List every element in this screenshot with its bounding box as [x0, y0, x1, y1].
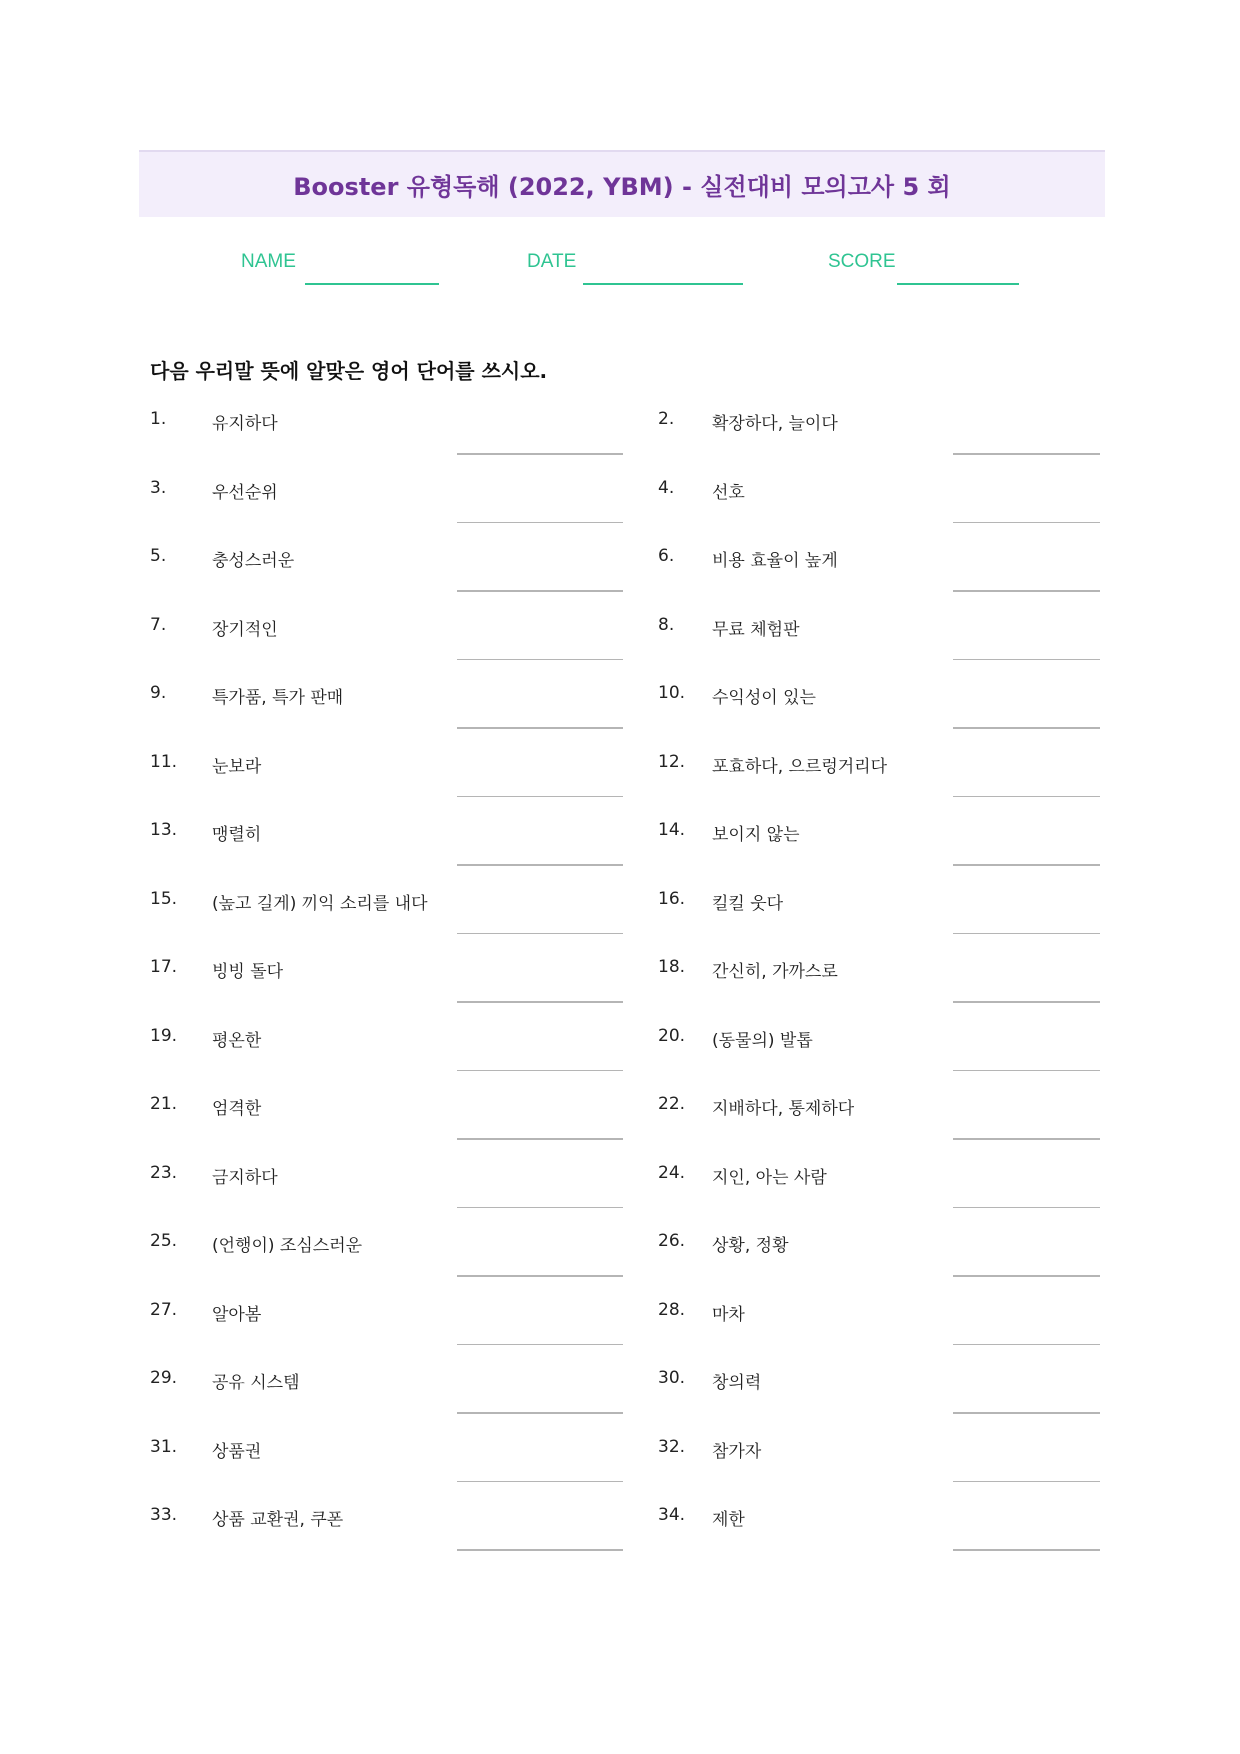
item-number: 29.: [150, 1368, 178, 1388]
item-meaning: (동물의) 발톱: [712, 1030, 813, 1051]
item-meaning: 상품권: [212, 1441, 262, 1462]
list-item: [150, 1437, 623, 1477]
answer-field[interactable]: [457, 453, 623, 455]
list-item: [150, 1094, 623, 1134]
item-number: 8.: [658, 614, 675, 635]
item-number: 13.: [150, 820, 178, 840]
date-field[interactable]: [583, 283, 743, 285]
item-number: 11.: [150, 751, 178, 772]
list-item: [150, 409, 623, 449]
answer-field[interactable]: [457, 1549, 623, 1551]
item-meaning: 킬킬 웃다: [712, 893, 784, 914]
list-item: [658, 752, 1100, 792]
answer-field[interactable]: [457, 1275, 623, 1277]
item-meaning: 장기적인: [212, 619, 278, 640]
item-meaning: 선호: [712, 482, 745, 503]
list-item: [150, 820, 623, 860]
list-item: [658, 1026, 1100, 1066]
answer-field[interactable]: [953, 727, 1100, 729]
list-item: [658, 1437, 1100, 1477]
item-meaning: 엄격한: [212, 1099, 262, 1119]
item-number: 34.: [658, 1505, 686, 1525]
item-number: 15.: [150, 888, 178, 909]
answer-field[interactable]: [953, 796, 1100, 798]
answer-field[interactable]: [953, 1412, 1100, 1414]
answer-field[interactable]: [953, 864, 1100, 866]
answer-field[interactable]: [457, 1207, 623, 1209]
list-item: [658, 615, 1100, 655]
item-meaning: 제한: [712, 1510, 745, 1530]
item-number: 17.: [150, 957, 178, 977]
list-item: [150, 1231, 623, 1271]
item-number: 31.: [150, 1436, 178, 1457]
answer-field[interactable]: [953, 1344, 1100, 1346]
item-number: 10.: [658, 683, 686, 703]
answer-field[interactable]: [953, 590, 1100, 592]
item-meaning: 공유 시스템: [212, 1373, 300, 1393]
item-number: 18.: [658, 957, 686, 977]
answer-field[interactable]: [953, 1001, 1100, 1003]
list-item: [658, 1368, 1100, 1408]
item-meaning: 유지하다: [212, 414, 278, 434]
item-number: 25.: [150, 1231, 178, 1251]
item-meaning: (높고 길게) 끼익 소리를 내다: [212, 893, 428, 914]
item-number: 33.: [150, 1505, 178, 1525]
item-meaning: 특가품, 특가 판매: [212, 688, 344, 708]
item-meaning: 창의력: [712, 1373, 762, 1393]
answer-field[interactable]: [457, 1138, 623, 1140]
item-meaning: 간신히, 가까스로: [712, 962, 838, 982]
item-number: 24.: [658, 1162, 686, 1183]
date-label: DATE: [527, 251, 577, 272]
item-number: 3.: [150, 477, 167, 498]
item-number: 2.: [658, 409, 675, 429]
item-number: 27.: [150, 1299, 178, 1320]
answer-field[interactable]: [953, 1549, 1100, 1551]
list-item: [658, 889, 1100, 929]
item-number: 14.: [658, 820, 686, 840]
item-meaning: 참가자: [712, 1441, 762, 1462]
item-number: 16.: [658, 888, 686, 909]
list-item: [150, 889, 623, 929]
item-number: 23.: [150, 1162, 178, 1183]
item-number: 6.: [658, 546, 675, 566]
name-label: NAME: [241, 251, 296, 272]
answer-field[interactable]: [953, 522, 1100, 524]
item-meaning: 비용 효율이 높게: [712, 551, 838, 571]
answer-field[interactable]: [457, 796, 623, 798]
item-number: 21.: [150, 1094, 178, 1114]
list-item: [150, 478, 623, 518]
answer-field[interactable]: [953, 1207, 1100, 1209]
item-number: 30.: [658, 1368, 686, 1388]
item-number: 1.: [150, 409, 167, 429]
item-meaning: 수익성이 있는: [712, 688, 816, 708]
item-meaning: 충성스러운: [212, 551, 295, 571]
item-meaning: 알아봄: [212, 1304, 262, 1325]
answer-field[interactable]: [953, 1275, 1100, 1277]
answer-field[interactable]: [457, 659, 623, 661]
item-meaning: 맹렬히: [212, 825, 262, 845]
item-number: 22.: [658, 1094, 686, 1114]
item-number: 19.: [150, 1025, 178, 1046]
item-meaning: 마차: [712, 1304, 745, 1325]
worksheet-title: Booster 유형독해 (2022, YBM) - 실전대비 모의고사 5 회: [293, 173, 951, 201]
list-item: [150, 752, 623, 792]
item-meaning: 포효하다, 으르렁거리다: [712, 756, 888, 777]
item-meaning: (언행이) 조심스러운: [212, 1236, 363, 1256]
item-number: 28.: [658, 1299, 686, 1320]
answer-field[interactable]: [457, 727, 623, 729]
item-meaning: 상황, 정황: [712, 1236, 789, 1256]
item-meaning: 빙빙 돌다: [212, 962, 284, 982]
answer-field[interactable]: [457, 933, 623, 935]
answer-field[interactable]: [953, 1138, 1100, 1140]
worksheet-header: [139, 150, 1105, 217]
item-number: 26.: [658, 1231, 686, 1251]
item-number: 5.: [150, 546, 167, 566]
list-item: [658, 683, 1100, 723]
item-number: 12.: [658, 751, 686, 772]
score-label: SCORE: [828, 251, 896, 272]
item-meaning: 보이지 않는: [712, 825, 800, 845]
list-item: [150, 615, 623, 655]
item-meaning: 상품 교환권, 쿠폰: [212, 1510, 344, 1530]
list-item: [150, 1163, 623, 1203]
answer-field[interactable]: [953, 659, 1100, 661]
instruction-text: 다음 우리말 뜻에 알맞은 영어 단어를 쓰시오.: [150, 359, 548, 383]
name-field[interactable]: [305, 283, 439, 285]
list-item: [150, 957, 623, 997]
item-number: 7.: [150, 614, 167, 635]
list-item: [150, 1505, 623, 1545]
list-item: [658, 1163, 1100, 1203]
list-item: [658, 1505, 1100, 1545]
score-field[interactable]: [897, 283, 1019, 285]
answer-field[interactable]: [457, 1001, 623, 1003]
item-meaning: 평온한: [212, 1030, 262, 1051]
list-item: [658, 546, 1100, 586]
answer-field[interactable]: [457, 1412, 623, 1414]
list-item: [150, 1368, 623, 1408]
answer-field[interactable]: [457, 1344, 623, 1346]
list-item: [658, 409, 1100, 449]
answer-field[interactable]: [457, 590, 623, 592]
list-item: [150, 546, 623, 586]
item-number: 20.: [658, 1025, 686, 1046]
list-item: [658, 1094, 1100, 1134]
answer-field[interactable]: [457, 522, 623, 524]
item-meaning: 눈보라: [212, 756, 262, 777]
list-item: [658, 820, 1100, 860]
answer-field[interactable]: [457, 864, 623, 866]
item-meaning: 지배하다, 통제하다: [712, 1099, 855, 1119]
answer-field[interactable]: [953, 1481, 1100, 1483]
list-item: [150, 683, 623, 723]
answer-field[interactable]: [457, 1070, 623, 1072]
item-number: 32.: [658, 1436, 686, 1457]
list-item: [658, 957, 1100, 997]
list-item: [150, 1026, 623, 1066]
item-number: 4.: [658, 477, 675, 498]
item-meaning: 확장하다, 늘이다: [712, 414, 838, 434]
list-item: [658, 478, 1100, 518]
answer-field[interactable]: [953, 1070, 1100, 1072]
item-meaning: 무료 체험판: [712, 619, 800, 640]
item-meaning: 금지하다: [212, 1167, 278, 1188]
answer-field[interactable]: [457, 1481, 623, 1483]
item-meaning: 지인, 아는 사람: [712, 1167, 827, 1188]
answer-field[interactable]: [953, 453, 1100, 455]
item-meaning: 우선순위: [212, 482, 278, 503]
list-item: [658, 1300, 1100, 1340]
answer-field[interactable]: [953, 933, 1100, 935]
list-item: [658, 1231, 1100, 1271]
item-number: 9.: [150, 683, 167, 703]
list-item: [150, 1300, 623, 1340]
